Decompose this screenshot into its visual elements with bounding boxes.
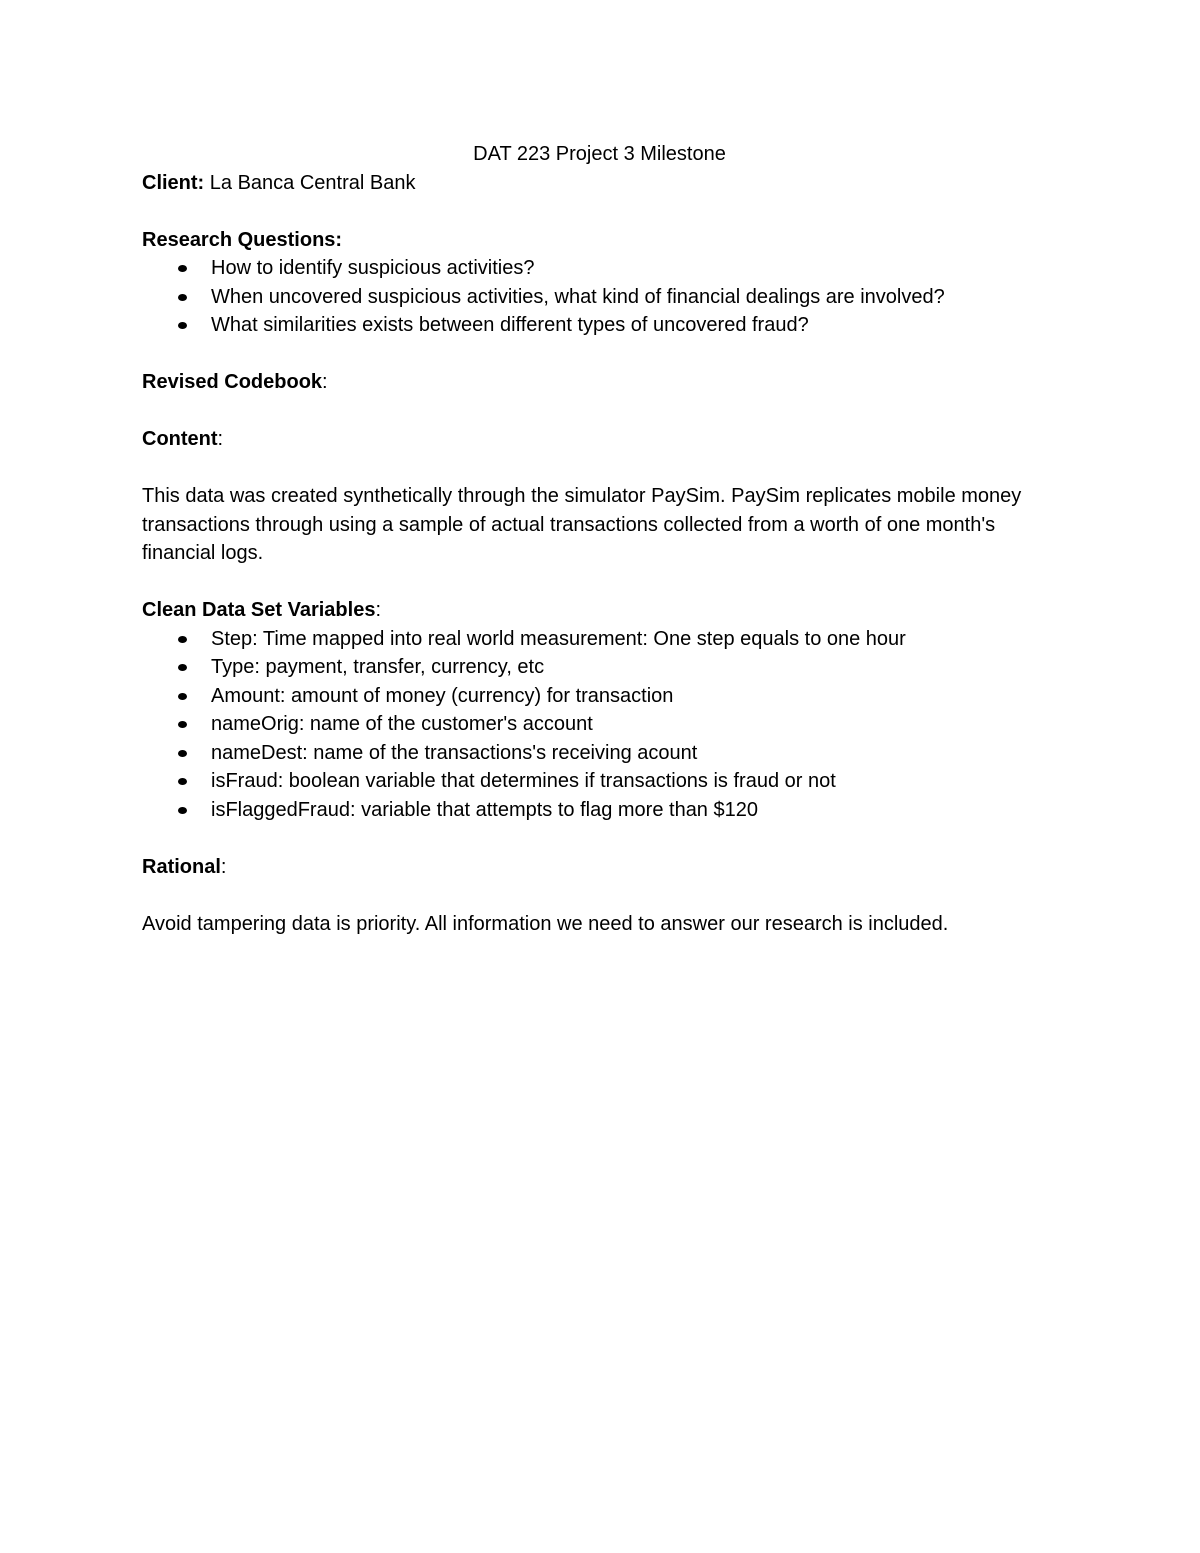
spacer — [142, 824, 1062, 853]
heading-suffix: : — [220, 855, 227, 878]
client-value: La Banca Central Bank — [204, 171, 416, 194]
list-item — [142, 710, 1062, 739]
list-item-text: When uncovered suspicious activities, what kind of financial dealings are involved? — [211, 285, 945, 308]
client-line — [142, 169, 1062, 198]
revised-codebook-heading: Revised Codebook — [142, 371, 323, 393]
revised-codebook-heading-line — [142, 368, 1062, 397]
list-item-text: How to identify suspicious activities? — [211, 257, 535, 279]
content-paragraph: This data was created synthetically through the simulator PaySim. PaySim replicates mobile money transactions through using a sample of actual transactions collected from a worth of one month's financial logs. — [142, 485, 1022, 564]
document-body — [142, 140, 1062, 938]
list-item — [142, 682, 1062, 711]
list-item — [142, 625, 1062, 654]
variables-heading: Clean Data Set Variables — [142, 599, 376, 621]
bullet-icon — [178, 265, 187, 272]
list-item-text: nameDest: name of the transactions's receiving acount — [211, 741, 698, 764]
list-item — [142, 311, 1062, 340]
bullet-icon — [178, 636, 187, 643]
research-questions-list — [142, 254, 1062, 340]
list-item-text: What similarities exists between different types of uncovered fraud? — [211, 314, 809, 336]
list-item-text: Type: payment, transfer, currency, etc — [211, 656, 545, 678]
variables-heading-line — [142, 596, 1062, 625]
list-item-text: Amount: amount of money (currency) for transaction — [211, 684, 674, 707]
list-item-text: isFlaggedFraud: variable that attempts to flag more than $120 — [211, 798, 758, 821]
spacer — [142, 397, 1062, 426]
rational-heading: Rational — [142, 855, 221, 878]
list-item-text: nameOrig: name of the customer's account — [211, 713, 593, 735]
list-item — [142, 254, 1062, 283]
rational-heading-line — [142, 853, 1062, 882]
bullet-icon — [178, 721, 187, 728]
spacer — [142, 197, 1062, 226]
heading-suffix: : — [322, 371, 328, 393]
spacer — [142, 881, 1062, 910]
rational-paragraph: Avoid tampering data is priority. All information we need to answer our research is included. — [142, 912, 949, 935]
client-label: Client: — [142, 171, 205, 194]
bullet-icon — [178, 750, 187, 757]
list-item — [142, 796, 1062, 825]
bullet-icon — [178, 693, 187, 700]
list-item — [142, 767, 1062, 796]
list-item — [142, 283, 1062, 312]
bullet-icon — [178, 807, 187, 814]
list-item-text: isFraud: boolean variable that determines if transactions is fraud or not — [211, 770, 836, 792]
variables-list — [142, 625, 1062, 825]
list-item — [142, 739, 1062, 768]
bullet-icon — [178, 778, 187, 785]
document-title: DAT 223 Project 3 Milestone — [473, 143, 726, 165]
spacer — [142, 568, 1062, 597]
bullet-icon — [178, 664, 187, 671]
spacer — [142, 340, 1062, 369]
research-questions-heading: Research Questions: — [142, 228, 343, 251]
bullet-icon — [178, 294, 187, 301]
heading-suffix: : — [217, 428, 224, 450]
content-heading-line — [142, 425, 1062, 454]
content-heading: Content — [142, 428, 218, 450]
list-item-text: Step: Time mapped into real world measurement: One step equals to one hour — [211, 627, 906, 650]
list-item — [142, 653, 1062, 682]
spacer — [142, 454, 1062, 483]
heading-suffix: : — [375, 599, 382, 621]
bullet-icon — [178, 322, 187, 329]
